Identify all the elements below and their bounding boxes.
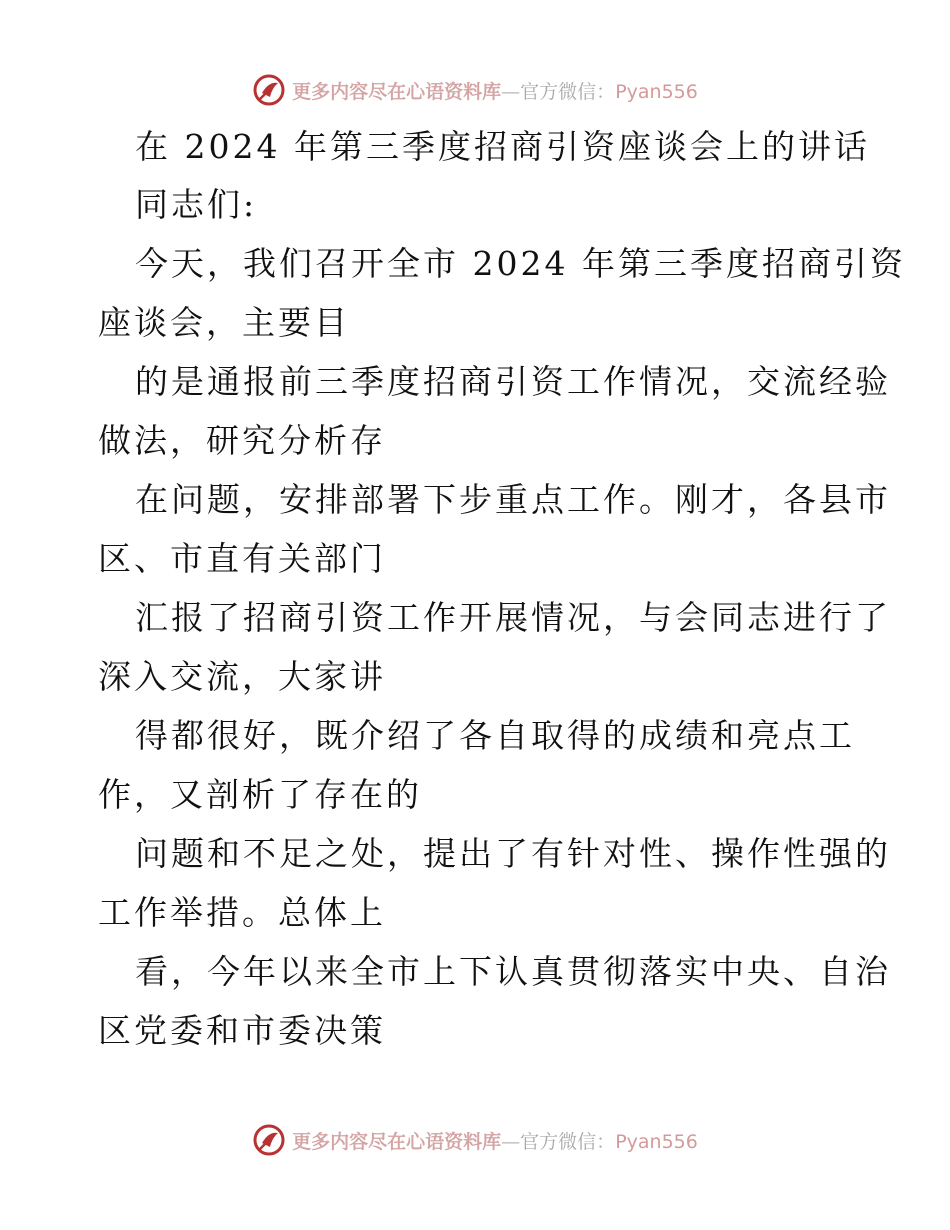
body-line: 区党委和市委决策 xyxy=(98,1011,386,1050)
body-line: 汇报了招商引资工作开展情况，与会同志进行了 xyxy=(135,598,891,637)
watermark-dash: — xyxy=(501,1130,521,1153)
watermark-official: 官方微信： xyxy=(520,1130,616,1153)
brand-logo-icon xyxy=(252,73,286,107)
brand-logo-icon xyxy=(252,1123,286,1157)
watermark-brand: 更多内容尽在心语资料库 xyxy=(292,80,502,103)
body-line: 今天，我们召开全市 2024 年第三季度招商引资 xyxy=(135,244,906,283)
body-line: 看，今年以来全市上下认真贯彻落实中央、自治 xyxy=(135,952,891,991)
watermark-dash: — xyxy=(501,80,521,103)
body-line: 工作举措。总体上 xyxy=(98,893,386,932)
watermark-wechat-id: Pyan556 xyxy=(615,1130,698,1153)
watermark-text xyxy=(292,1127,698,1154)
header-watermark xyxy=(0,70,950,110)
body-line: 在问题，安排部署下步重点工作。刚才，各县市 xyxy=(135,480,891,519)
footer-watermark xyxy=(0,1120,950,1160)
body-line: 得都很好，既介绍了各自取得的成绩和亮点工 xyxy=(135,716,855,755)
body-line: 深入交流，大家讲 xyxy=(98,657,386,696)
watermark-official: 官方微信： xyxy=(520,80,616,103)
body-line: 作，又剖析了存在的 xyxy=(98,775,422,814)
body-line: 区、市直有关部门 xyxy=(98,539,386,578)
body-line: 的是通报前三季度招商引资工作情况，交流经验 xyxy=(135,362,891,401)
document-title: 在 2024 年第三季度招商引资座谈会上的讲话 xyxy=(135,127,870,166)
watermark-text xyxy=(292,77,698,104)
body-line: 座谈会，主要目 xyxy=(98,303,350,342)
watermark-wechat-id: Pyan556 xyxy=(615,80,698,103)
body-line: 做法，研究分析存 xyxy=(98,421,386,460)
watermark-brand: 更多内容尽在心语资料库 xyxy=(292,1130,502,1153)
body-line: 问题和不足之处，提出了有针对性、操作性强的 xyxy=(135,834,891,873)
body-line: 同志们: xyxy=(135,185,258,224)
